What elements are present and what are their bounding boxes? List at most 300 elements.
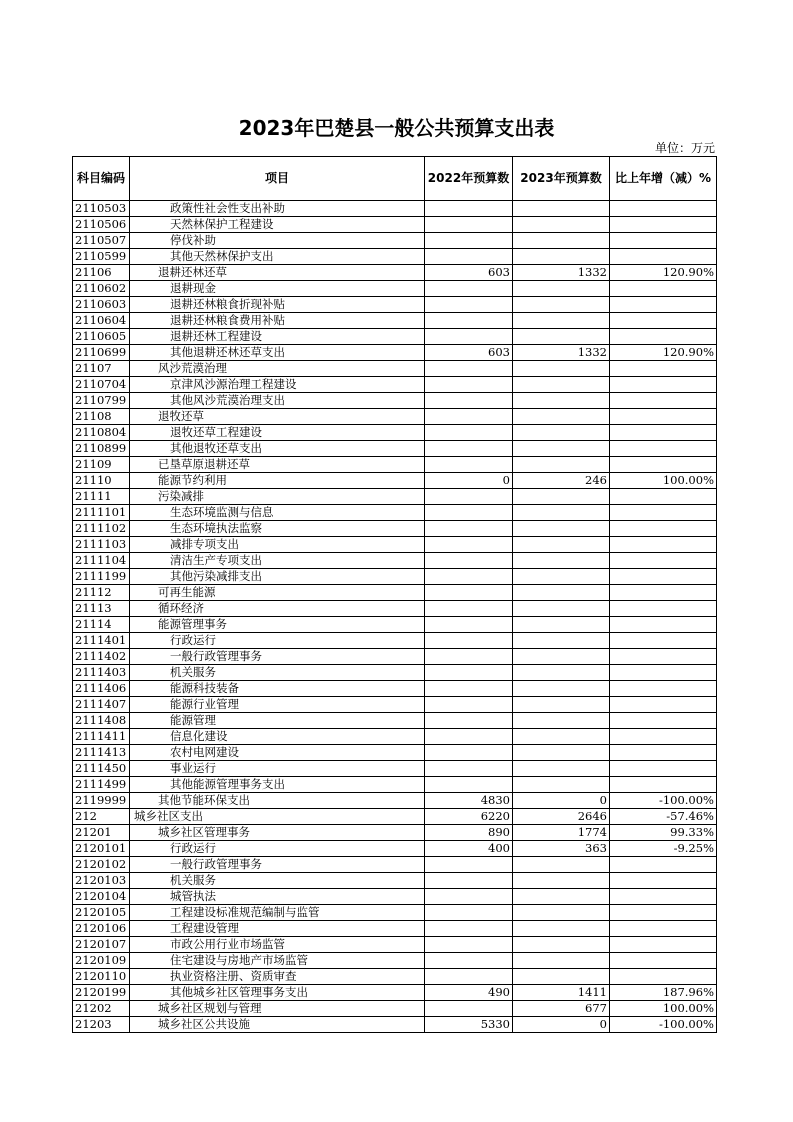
row-item-name: 停伐补助 — [130, 233, 425, 249]
table-row — [73, 1017, 717, 1033]
row-budget-2022 — [425, 393, 513, 409]
row-code: 2111450 — [73, 761, 130, 777]
table-row — [73, 297, 717, 313]
table-row — [73, 201, 717, 217]
table-row — [73, 537, 717, 553]
table-row — [73, 777, 717, 793]
table-row — [73, 969, 717, 985]
row-budget-2023: 0 — [513, 793, 610, 809]
row-item-name: 退牧还草工程建设 — [130, 425, 425, 441]
row-budget-2023 — [513, 329, 610, 345]
row-budget-2022 — [425, 745, 513, 761]
row-item-name: 可再生能源 — [130, 585, 425, 601]
row-change: -100.00% — [610, 793, 717, 809]
row-change — [610, 585, 717, 601]
header-budget-2022: 2022年预算数 — [425, 157, 513, 201]
row-budget-2022 — [425, 649, 513, 665]
row-budget-2022 — [425, 489, 513, 505]
row-change — [610, 521, 717, 537]
row-code: 2110603 — [73, 297, 130, 313]
row-item-name: 政策性社会性支出补助 — [130, 201, 425, 217]
row-budget-2022 — [425, 361, 513, 377]
row-budget-2023 — [513, 777, 610, 793]
row-code: 2110899 — [73, 441, 130, 457]
row-change — [610, 313, 717, 329]
row-budget-2022 — [425, 201, 513, 217]
row-item-name: 其他退牧还草支出 — [130, 441, 425, 457]
row-budget-2022: 603 — [425, 265, 513, 281]
row-item-name: 生态环境监测与信息 — [130, 505, 425, 521]
row-budget-2022 — [425, 729, 513, 745]
row-change — [610, 505, 717, 521]
row-change — [610, 201, 717, 217]
row-item-name: 一般行政管理事务 — [130, 857, 425, 873]
row-code: 2110506 — [73, 217, 130, 233]
row-budget-2023 — [513, 713, 610, 729]
row-item-name: 城乡社区公共设施 — [130, 1017, 425, 1033]
row-code: 21106 — [73, 265, 130, 281]
header-code: 科目编码 — [73, 157, 130, 201]
row-item-name: 城乡社区支出 — [130, 809, 425, 825]
row-budget-2023 — [513, 937, 610, 953]
table-row — [73, 233, 717, 249]
row-code: 2110503 — [73, 201, 130, 217]
row-code: 21107 — [73, 361, 130, 377]
row-change: 99.33% — [610, 825, 717, 841]
row-code: 2111407 — [73, 697, 130, 713]
row-item-name: 事业运行 — [130, 761, 425, 777]
row-change — [610, 873, 717, 889]
row-budget-2022 — [425, 425, 513, 441]
row-budget-2022 — [425, 969, 513, 985]
row-code: 21112 — [73, 585, 130, 601]
header-item: 项目 — [130, 157, 425, 201]
row-change: -9.25% — [610, 841, 717, 857]
table-row — [73, 729, 717, 745]
row-item-name: 城管执法 — [130, 889, 425, 905]
row-budget-2023 — [513, 377, 610, 393]
row-budget-2023 — [513, 889, 610, 905]
row-budget-2023 — [513, 249, 610, 265]
row-change — [610, 665, 717, 681]
header-budget-2023: 2023年预算数 — [513, 157, 610, 201]
table-row — [73, 489, 717, 505]
row-budget-2023: 0 — [513, 1017, 610, 1033]
row-budget-2023 — [513, 393, 610, 409]
row-budget-2023 — [513, 457, 610, 473]
row-item-name: 其他污染减排支出 — [130, 569, 425, 585]
row-budget-2022 — [425, 233, 513, 249]
row-budget-2022 — [425, 313, 513, 329]
row-budget-2023 — [513, 521, 610, 537]
row-budget-2022 — [425, 665, 513, 681]
row-code: 2110799 — [73, 393, 130, 409]
row-budget-2023 — [513, 697, 610, 713]
row-budget-2023 — [513, 569, 610, 585]
table-row — [73, 697, 717, 713]
table-row — [73, 681, 717, 697]
row-budget-2022 — [425, 617, 513, 633]
row-budget-2022 — [425, 873, 513, 889]
row-change — [610, 553, 717, 569]
row-budget-2023 — [513, 281, 610, 297]
row-code: 2110704 — [73, 377, 130, 393]
row-item-name: 行政运行 — [130, 633, 425, 649]
page-title: 2023年巴楚县一般公共预算支出表 — [238, 116, 555, 140]
table-row — [73, 841, 717, 857]
row-budget-2022: 490 — [425, 985, 513, 1001]
row-change — [610, 361, 717, 377]
row-code: 2120103 — [73, 873, 130, 889]
row-budget-2022 — [425, 681, 513, 697]
row-item-name: 退耕还林粮食费用补贴 — [130, 313, 425, 329]
row-code: 2120105 — [73, 905, 130, 921]
row-budget-2023 — [513, 969, 610, 985]
row-budget-2022: 603 — [425, 345, 513, 361]
row-change — [610, 217, 717, 233]
row-item-name: 其他风沙荒漠治理支出 — [130, 393, 425, 409]
row-change — [610, 457, 717, 473]
table-row — [73, 937, 717, 953]
row-change — [610, 633, 717, 649]
row-budget-2023 — [513, 201, 610, 217]
table-row — [73, 857, 717, 873]
row-item-name: 生态环境执法监察 — [130, 521, 425, 537]
row-budget-2022 — [425, 857, 513, 873]
row-item-name: 其他节能环保支出 — [130, 793, 425, 809]
row-budget-2022 — [425, 217, 513, 233]
row-code: 2120106 — [73, 921, 130, 937]
row-budget-2023 — [513, 761, 610, 777]
row-item-name: 市政公用行业市场监管 — [130, 937, 425, 953]
row-change — [610, 537, 717, 553]
table-row — [73, 601, 717, 617]
row-code: 2111408 — [73, 713, 130, 729]
row-budget-2022 — [425, 633, 513, 649]
row-code: 2111499 — [73, 777, 130, 793]
table-row — [73, 249, 717, 265]
row-change: 120.90% — [610, 345, 717, 361]
table-row — [73, 889, 717, 905]
row-item-name: 其他能源管理事务支出 — [130, 777, 425, 793]
table-row — [73, 313, 717, 329]
row-change — [610, 489, 717, 505]
row-code: 2111413 — [73, 745, 130, 761]
row-budget-2023: 1332 — [513, 345, 610, 361]
table-row — [73, 473, 717, 489]
row-code: 2110699 — [73, 345, 130, 361]
row-item-name: 信息化建设 — [130, 729, 425, 745]
row-code: 2111406 — [73, 681, 130, 697]
table-row — [73, 553, 717, 569]
table-row — [73, 953, 717, 969]
row-change — [610, 441, 717, 457]
table-row — [73, 793, 717, 809]
row-item-name: 风沙荒漠治理 — [130, 361, 425, 377]
row-code: 2111199 — [73, 569, 130, 585]
row-budget-2022: 400 — [425, 841, 513, 857]
row-budget-2023 — [513, 505, 610, 521]
row-code: 2111403 — [73, 665, 130, 681]
row-change — [610, 889, 717, 905]
table-body — [73, 201, 717, 1033]
row-change: 187.96% — [610, 985, 717, 1001]
row-code: 21113 — [73, 601, 130, 617]
row-item-name: 住宅建设与房地产市场监管 — [130, 953, 425, 969]
row-budget-2023 — [513, 425, 610, 441]
row-budget-2022: 5330 — [425, 1017, 513, 1033]
row-budget-2023 — [513, 601, 610, 617]
table-row — [73, 377, 717, 393]
row-code: 2110599 — [73, 249, 130, 265]
row-code: 21202 — [73, 1001, 130, 1017]
row-budget-2022 — [425, 249, 513, 265]
row-budget-2022 — [425, 569, 513, 585]
row-change — [610, 233, 717, 249]
row-budget-2023 — [513, 681, 610, 697]
table-header-row — [73, 157, 717, 201]
table-row — [73, 361, 717, 377]
row-change — [610, 569, 717, 585]
row-item-name: 退耕还林还草 — [130, 265, 425, 281]
row-item-name: 行政运行 — [130, 841, 425, 857]
row-budget-2023 — [513, 921, 610, 937]
budget-table — [72, 156, 717, 1033]
row-change: 120.90% — [610, 265, 717, 281]
row-change — [610, 937, 717, 953]
row-change — [610, 297, 717, 313]
row-budget-2023 — [513, 217, 610, 233]
row-code: 2120110 — [73, 969, 130, 985]
table-row — [73, 409, 717, 425]
row-change — [610, 905, 717, 921]
row-budget-2023 — [513, 617, 610, 633]
row-code: 21201 — [73, 825, 130, 841]
row-budget-2022: 890 — [425, 825, 513, 841]
row-item-name: 循环经济 — [130, 601, 425, 617]
row-change — [610, 713, 717, 729]
row-budget-2022 — [425, 777, 513, 793]
row-item-name: 能源管理事务 — [130, 617, 425, 633]
row-budget-2022 — [425, 601, 513, 617]
row-budget-2023: 1774 — [513, 825, 610, 841]
row-budget-2022 — [425, 889, 513, 905]
table-row — [73, 217, 717, 233]
row-change — [610, 953, 717, 969]
row-item-name: 工程建设管理 — [130, 921, 425, 937]
row-budget-2022 — [425, 553, 513, 569]
row-item-name: 天然林保护工程建设 — [130, 217, 425, 233]
row-change — [610, 761, 717, 777]
row-budget-2023 — [513, 953, 610, 969]
row-item-name: 清洁生产专项支出 — [130, 553, 425, 569]
table-row — [73, 649, 717, 665]
row-budget-2023: 677 — [513, 1001, 610, 1017]
row-item-name: 污染减排 — [130, 489, 425, 505]
row-item-name: 一般行政管理事务 — [130, 649, 425, 665]
row-change — [610, 969, 717, 985]
table-row — [73, 985, 717, 1001]
row-change: 100.00% — [610, 473, 717, 489]
row-change: 100.00% — [610, 1001, 717, 1017]
row-budget-2023 — [513, 313, 610, 329]
row-code: 2110804 — [73, 425, 130, 441]
row-code: 21203 — [73, 1017, 130, 1033]
row-item-name: 城乡社区管理事务 — [130, 825, 425, 841]
row-budget-2022 — [425, 297, 513, 313]
row-budget-2022: 4830 — [425, 793, 513, 809]
row-code: 2111401 — [73, 633, 130, 649]
row-budget-2023 — [513, 649, 610, 665]
table-row — [73, 505, 717, 521]
row-item-name: 退牧还草 — [130, 409, 425, 425]
row-budget-2023: 246 — [513, 473, 610, 489]
row-code: 2120104 — [73, 889, 130, 905]
row-change — [610, 617, 717, 633]
row-budget-2022 — [425, 953, 513, 969]
row-code: 21108 — [73, 409, 130, 425]
row-change — [610, 649, 717, 665]
row-code: 2110604 — [73, 313, 130, 329]
row-change — [610, 425, 717, 441]
row-budget-2023 — [513, 441, 610, 457]
row-change — [610, 281, 717, 297]
row-code: 2111103 — [73, 537, 130, 553]
table-row — [73, 521, 717, 537]
row-item-name: 工程建设标准规范编制与监管 — [130, 905, 425, 921]
row-item-name: 机关服务 — [130, 873, 425, 889]
row-budget-2022 — [425, 905, 513, 921]
row-item-name: 退耕还林工程建设 — [130, 329, 425, 345]
table-row — [73, 425, 717, 441]
row-budget-2023 — [513, 297, 610, 313]
row-code: 21109 — [73, 457, 130, 473]
row-change — [610, 601, 717, 617]
row-code: 21114 — [73, 617, 130, 633]
table-row — [73, 345, 717, 361]
row-code: 2110507 — [73, 233, 130, 249]
row-budget-2022 — [425, 521, 513, 537]
row-item-name: 减排专项支出 — [130, 537, 425, 553]
row-budget-2022: 0 — [425, 473, 513, 489]
table-row — [73, 745, 717, 761]
table-row — [73, 569, 717, 585]
table-row — [73, 329, 717, 345]
row-budget-2022 — [425, 441, 513, 457]
row-budget-2022 — [425, 329, 513, 345]
row-budget-2023 — [513, 537, 610, 553]
row-budget-2023 — [513, 553, 610, 569]
row-item-name: 已垦草原退耕还草 — [130, 457, 425, 473]
table-row — [73, 617, 717, 633]
row-budget-2023: 1332 — [513, 265, 610, 281]
row-change — [610, 921, 717, 937]
row-budget-2022 — [425, 713, 513, 729]
row-item-name: 其他退耕还林还草支出 — [130, 345, 425, 361]
row-budget-2022 — [425, 409, 513, 425]
row-code: 2120107 — [73, 937, 130, 953]
row-budget-2023 — [513, 873, 610, 889]
row-budget-2023: 1411 — [513, 985, 610, 1001]
table-row — [73, 585, 717, 601]
row-item-name: 退耕还林粮食折现补贴 — [130, 297, 425, 313]
row-budget-2022 — [425, 585, 513, 601]
row-item-name: 能源行业管理 — [130, 697, 425, 713]
row-code: 2110605 — [73, 329, 130, 345]
row-code: 2111402 — [73, 649, 130, 665]
row-change — [610, 249, 717, 265]
row-budget-2022 — [425, 377, 513, 393]
row-item-name: 城乡社区规划与管理 — [130, 1001, 425, 1017]
row-change: -57.46% — [610, 809, 717, 825]
row-item-name: 退耕现金 — [130, 281, 425, 297]
table-row — [73, 665, 717, 681]
row-budget-2023 — [513, 665, 610, 681]
row-budget-2022 — [425, 697, 513, 713]
row-budget-2022 — [425, 937, 513, 953]
row-change — [610, 777, 717, 793]
table-row — [73, 633, 717, 649]
table-row — [73, 921, 717, 937]
row-item-name: 机关服务 — [130, 665, 425, 681]
row-change — [610, 409, 717, 425]
row-change — [610, 857, 717, 873]
table-row — [73, 713, 717, 729]
table-row — [73, 1001, 717, 1017]
row-change — [610, 681, 717, 697]
row-item-name: 能源节约利用 — [130, 473, 425, 489]
row-code: 2120199 — [73, 985, 130, 1001]
row-budget-2022 — [425, 505, 513, 521]
row-budget-2022 — [425, 761, 513, 777]
row-change — [610, 329, 717, 345]
row-code: 2120102 — [73, 857, 130, 873]
unit-label: 单位：万元 — [654, 141, 715, 155]
row-budget-2023 — [513, 361, 610, 377]
row-budget-2022 — [425, 281, 513, 297]
table-row — [73, 905, 717, 921]
row-budget-2022: 6220 — [425, 809, 513, 825]
row-change — [610, 377, 717, 393]
row-code: 2110602 — [73, 281, 130, 297]
row-code: 21110 — [73, 473, 130, 489]
row-item-name: 京津风沙源治理工程建设 — [130, 377, 425, 393]
row-budget-2022 — [425, 921, 513, 937]
row-budget-2022 — [425, 1001, 513, 1017]
row-budget-2023 — [513, 409, 610, 425]
table-row — [73, 265, 717, 281]
table-row — [73, 761, 717, 777]
row-change — [610, 729, 717, 745]
row-code: 2111411 — [73, 729, 130, 745]
table-row — [73, 281, 717, 297]
row-budget-2023 — [513, 585, 610, 601]
row-budget-2023 — [513, 729, 610, 745]
row-code: 2111101 — [73, 505, 130, 521]
row-code: 2120101 — [73, 841, 130, 857]
row-budget-2023 — [513, 633, 610, 649]
row-item-name: 其他天然林保护支出 — [130, 249, 425, 265]
row-item-name: 执业资格注册、资质审查 — [130, 969, 425, 985]
row-budget-2023 — [513, 745, 610, 761]
row-budget-2023 — [513, 857, 610, 873]
table-row — [73, 457, 717, 473]
row-item-name: 其他城乡社区管理事务支出 — [130, 985, 425, 1001]
row-code: 2119999 — [73, 793, 130, 809]
table-row — [73, 825, 717, 841]
table-row — [73, 873, 717, 889]
row-item-name: 农村电网建设 — [130, 745, 425, 761]
